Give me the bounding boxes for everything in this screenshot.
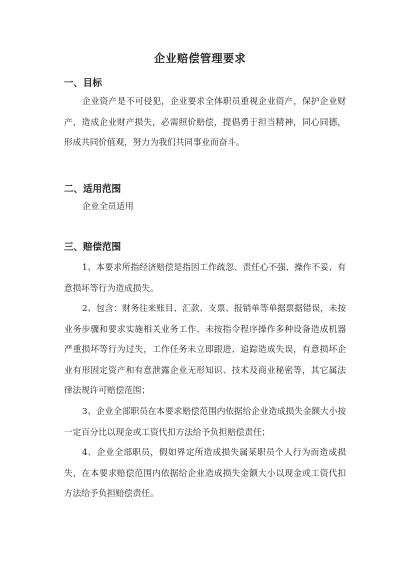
- document-title: 企业赔偿管理要求: [154, 52, 246, 65]
- compensation-item-3: 3、企业全部职员在本要求赔偿范围内依据给企业造成损失金额大小按一定百分比以现金或工资代扣方法给予负担赔偿责任；: [64, 407, 346, 438]
- goal-paragraph: 企业资产是不可侵犯，企业要求全体职员重视企业资产，保护企业财产，造成企业财产损失，必需照价赔偿，提倡勇于担当精神，同心同德，形成共同价值观，努力为我们共同事业而奋斗。: [64, 97, 346, 148]
- section-heading-scope: 二、适用范围: [64, 184, 122, 195]
- compensation-item-1: 1、本要求所指经济赔偿是指因工作疏忽、责任心不强、操作不妥、有意损坏等行为造成损失。: [64, 263, 346, 294]
- compensation-item-4: 4、企业全部职员，假如界定所造成损失属某职员个人行为而造成损失，在本要求赔偿范围内依据给企业造成损失金额大小以现金或工资代扣方法给予负担赔偿责任。: [64, 448, 346, 499]
- section-heading-compensation: 三、赔偿范围: [64, 242, 122, 253]
- section-heading-goal: 一、目标: [64, 78, 103, 89]
- scope-paragraph: 企业全员适用: [82, 202, 134, 212]
- compensation-item-2: 2、包含：财务往来账目、汇款、支票、报销单等单据票据错误，未按业务步骤和要求实施相关业务工作、未按指令程序操作多种设备造成机器严重损坏等行为过失，工作任务未立即跟进、追踪造成失误，有意损坏企业有形固定资产和有意泄露企业无形知识、技术及商业秘密等，其它属法律法规许可赔偿范围；: [64, 304, 346, 396]
